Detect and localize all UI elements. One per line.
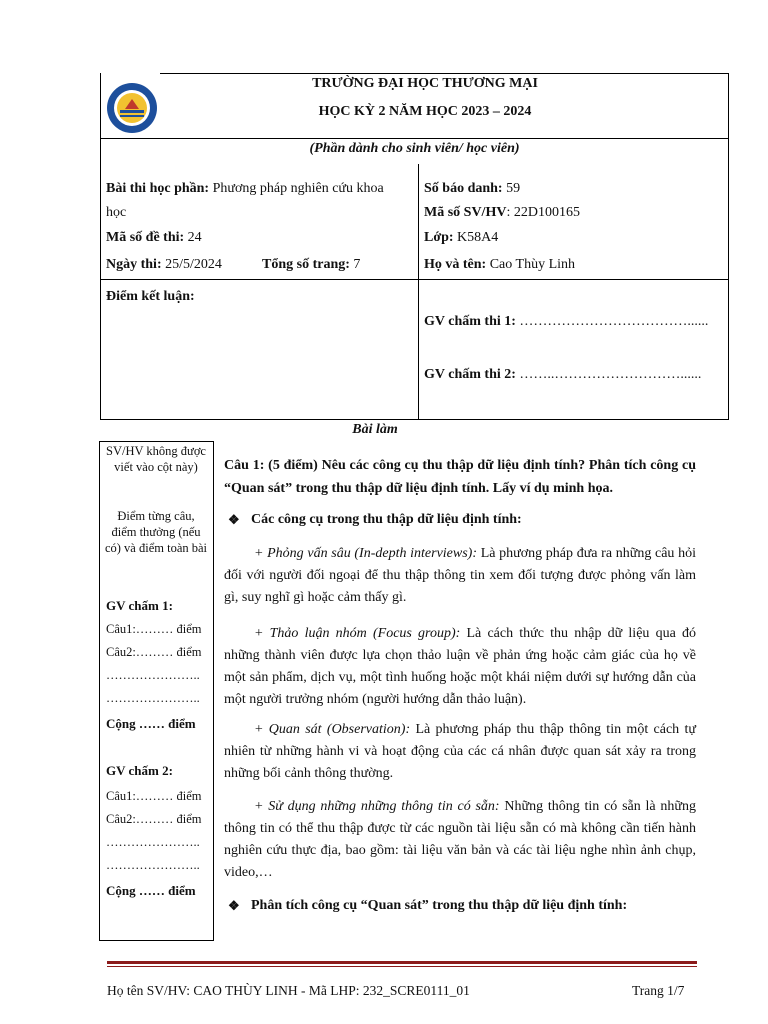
- candidate-number: Số báo danh: 59: [424, 181, 521, 196]
- course-label: Bài thi học phần:: [106, 181, 210, 196]
- exam-code: Mã số đề thi: 24: [106, 230, 202, 245]
- course-info: [106, 175, 414, 202]
- gv1-cau1: Câu1:……… điểm: [106, 622, 202, 636]
- sidebar-note: SV/HV không được viết vào cột này): [106, 444, 206, 474]
- gv2-cau2: Câu2:……… điểm: [106, 812, 202, 826]
- gv1-cau2: Câu2:……… điểm: [106, 645, 202, 659]
- paragraph-focus-group: + Thảo luận nhóm (Focus group): Là cách thức thu nhập dữ liệu qua đó những thành viên được lựa chọn thảo luận về phản ứng hoặc cảm giác của họ về một sản phẩm, dịch vụ, một tình huống hoặc một khái niệm dưới sự hướng dẫn của một người trưởng nhóm (người hướng dẫn thảo luận).: [224, 626, 696, 707]
- semester-title: HỌC KỲ 2 NĂM HỌC 2023 – 2024: [318, 104, 532, 119]
- footer-page-number: Trang 1/7: [632, 983, 685, 998]
- bullet-diamond-icon: ❖: [228, 898, 240, 913]
- school-name: TRƯỜNG ĐẠI HỌC THƯƠNG MẠI: [312, 76, 538, 91]
- conclusion-score-label: Điểm kết luận:: [106, 289, 195, 304]
- student-name: Họ và tên: Cao Thùy Linh: [424, 257, 576, 272]
- school-logo: [106, 82, 158, 134]
- grader-1: GV chấm thi 1: ………………………………......: [424, 314, 709, 329]
- student-section-label: (Phần dành cho sinh viên/ học viên): [309, 141, 520, 156]
- course-value-cont: học: [106, 205, 127, 220]
- bullet-diamond-icon: ❖: [228, 512, 240, 527]
- gv1-label: GV chấm 1:: [106, 598, 173, 613]
- class: Lớp: K58A4: [424, 230, 499, 245]
- gv1-total: Cộng …… điểm: [106, 716, 196, 731]
- gv2-dots1: …………………..: [106, 835, 200, 849]
- footer-rule: [107, 961, 697, 964]
- course-value: Phương pháp nghiên cứu khoa: [212, 181, 384, 196]
- gv2-total: Cộng …… điểm: [106, 883, 196, 898]
- question-1: Câu 1: (5 điểm) Nêu các công cụ thu thập dữ liệu định tính? Phân tích công cụ “Quan sát” trong thu thập dữ liệu định tính. Lấy ví dụ minh họa.: [224, 458, 696, 496]
- student-id: Mã số SV/HV: 22D100165: [424, 205, 580, 220]
- paragraph-existing-info: + Sử dụng những những thông tin có sẵn: Những thông tin có sẵn là những thông tin có thể thu thập được từ các nguồn tài liệu sẵn có mà không cần tiến hành nghiên cứu thực địa, bao gồm: tài liệu văn bản và các tài liệu nghe nhìn ảnh chụp, video,…: [224, 799, 696, 880]
- gv1-dots2: …………………..: [106, 691, 200, 705]
- gv2-dots2: …………………..: [106, 858, 200, 872]
- gv2-label: GV chấm 2:: [106, 763, 173, 778]
- footer-rule-thin: [107, 966, 697, 967]
- heading-tools: Các công cụ trong thu thập dữ liệu định tính:: [251, 512, 522, 527]
- gv2-cau1: Câu1:……… điểm: [106, 789, 202, 803]
- work-title: Bài làm: [352, 422, 398, 437]
- grader-2: GV chấm thi 2: ……..………………………......: [424, 367, 702, 382]
- heading-observation: Phân tích công cụ “Quan sát” trong thu thập dữ liệu định tính:: [251, 898, 628, 913]
- gv1-dots1: …………………..: [106, 668, 200, 682]
- total-pages: Tổng số trang: 7: [262, 257, 361, 272]
- sidebar-score-note: Điểm từng câu, điểm thưởng (nếu có) và điểm toàn bài: [104, 509, 208, 555]
- exam-date: Ngày thi: 25/5/2024: [106, 257, 222, 272]
- paragraph-interviews: + Phỏng vấn sâu (In-depth interviews): Là phương pháp đưa ra những câu hỏi đối với người đối ngoại để thu thập thông tin xem đối tượng được phỏng vấn làm gì, suy nghĩ gì hoặc cảm thấy gì.: [224, 546, 696, 605]
- footer-student-info: Họ tên SV/HV: CAO THÙY LINH - Mã LHP: 232_SCRE0111_01: [107, 983, 470, 998]
- paragraph-observation: + Quan sát (Observation): Là phương pháp thu thập thông tin một cách tự nhiên từ những hành vi và hoạt động của các cá nhân được quan sát xảy ra trong những bối cảnh thông thường.: [224, 722, 696, 781]
